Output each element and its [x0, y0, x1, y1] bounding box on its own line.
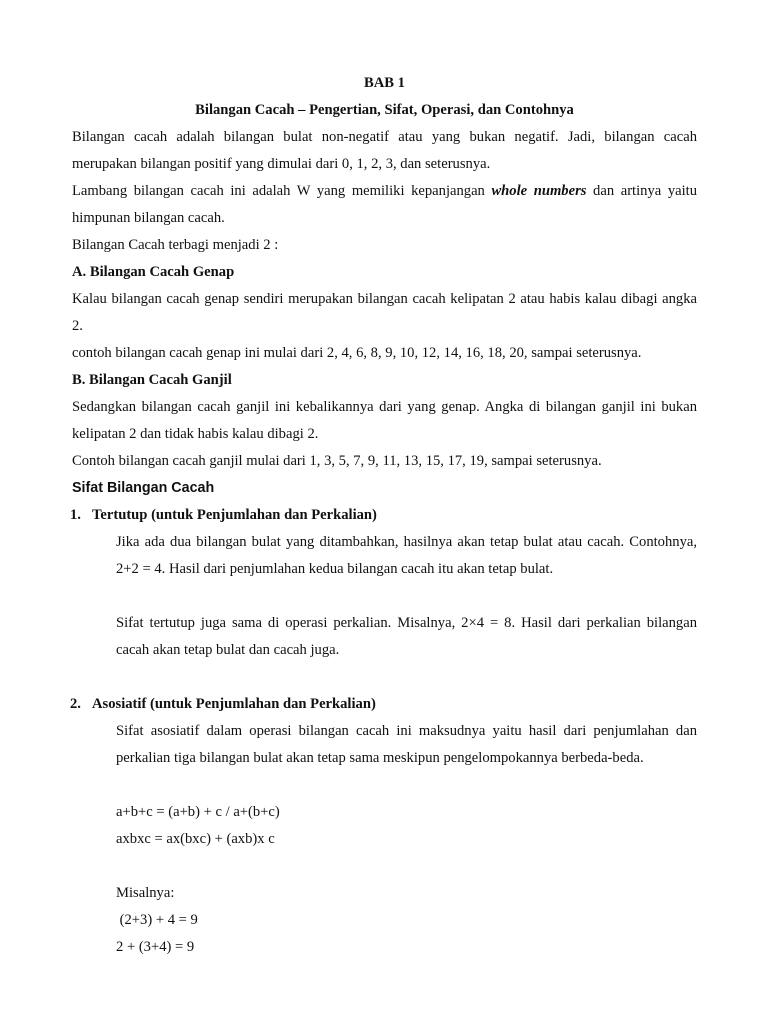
list-item-body	[72, 718, 697, 961]
document-page	[72, 70, 697, 961]
section-b-heading: B. Bilangan Cacah Ganjil	[72, 372, 232, 388]
intro-paragraph-2	[72, 178, 697, 232]
document-title: Bilangan Cacah – Pengertian, Sifat, Operasi, dan Contohnya	[195, 102, 574, 118]
blank-line	[116, 853, 697, 880]
intro-2-text-before: Lambang bilangan cacah ini adalah W yang memiliki kepanjangan	[72, 183, 492, 199]
intro-paragraph-3: Bilangan Cacah terbagi menjadi 2 :	[72, 237, 279, 253]
example-line: (2+3) + 4 = 9	[116, 912, 198, 928]
example-line: 2 + (3+4) = 9	[116, 939, 195, 955]
list-item-heading: Asosiatif (untuk Penjumlahan dan Perkalian)	[92, 696, 376, 712]
section-a-paragraph-2: contoh bilangan cacah genap ini mulai dari 2, 4, 6, 8, 9, 10, 12, 14, 16, 18, 20, sampai seterusnya.	[72, 345, 642, 361]
intro-paragraph-1: Bilangan cacah adalah bilangan bulat non-negatif atau yang bukan negatif. Jadi, bilangan cacah merupakan bilangan positif yang dimulai dari 0, 1, 2, 3, dan seterusnya.	[72, 129, 697, 172]
section-a-paragraph-1: Kalau bilangan cacah genap sendiri merupakan bilangan cacah kelipatan 2 atau habis kalau dibagi angka 2.	[72, 291, 697, 334]
section-b-paragraph-1: Sedangkan bilangan cacah ganjil ini kebalikannya dari yang genap. Angka di bilangan ganjil ini bukan kelipatan 2 dan tidak habis kalau dibagi 2.	[72, 399, 697, 442]
list-item-number: 1.	[70, 507, 81, 523]
formula-line: a+b+c = (a+b) + c / a+(b+c)	[116, 804, 280, 820]
section-a-heading: A. Bilangan Cacah Genap	[72, 264, 235, 280]
sifat-heading: Sifat Bilangan Cacah	[72, 480, 215, 496]
list-item-heading: Tertutup (untuk Penjumlahan dan Perkalian)	[92, 507, 377, 523]
intro-2-text-after: dan artinya yaitu himpunan bilangan cacah.	[72, 183, 698, 226]
blank-line	[116, 664, 697, 691]
list-item-number: 2.	[70, 696, 81, 712]
item-1-paragraph-1: Jika ada dua bilangan bulat yang ditambahkan, hasilnya akan tetap bulat atau cacah. Contohnya, 2+2 = 4. Hasil dari penjumlahan kedua bilangan cacah itu akan tetap bulat.	[116, 534, 697, 577]
list-item-title	[72, 502, 697, 529]
whole-numbers-emphasis: whole numbers	[491, 183, 587, 199]
section-b-paragraph-2: Contoh bilangan cacah ganjil mulai dari 1, 3, 5, 7, 9, 11, 13, 15, 17, 19, sampai seterusnya.	[72, 453, 602, 469]
chapter-label: BAB 1	[364, 75, 405, 91]
item-1-paragraph-2: Sifat tertutup juga sama di operasi perkalian. Misalnya, 2×4 = 8. Hasil dari perkalian bilangan cacah akan tetap bulat dan cacah juga.	[116, 615, 697, 658]
formula-line: axbxc = ax(bxc) + (axb)x c	[116, 831, 275, 847]
list-item-title	[72, 691, 697, 718]
item-2-paragraph-1: Sifat asosiatif dalam operasi bilangan cacah ini maksudnya yaitu hasil dari penjumlahan dan perkalian tiga bilangan bulat akan tetap sama meskipun pengelompokannya berbeda-beda.	[116, 723, 697, 766]
example-label: Misalnya:	[116, 885, 175, 901]
list-item-body	[72, 529, 697, 691]
blank-line	[116, 583, 697, 610]
blank-line	[116, 772, 697, 799]
